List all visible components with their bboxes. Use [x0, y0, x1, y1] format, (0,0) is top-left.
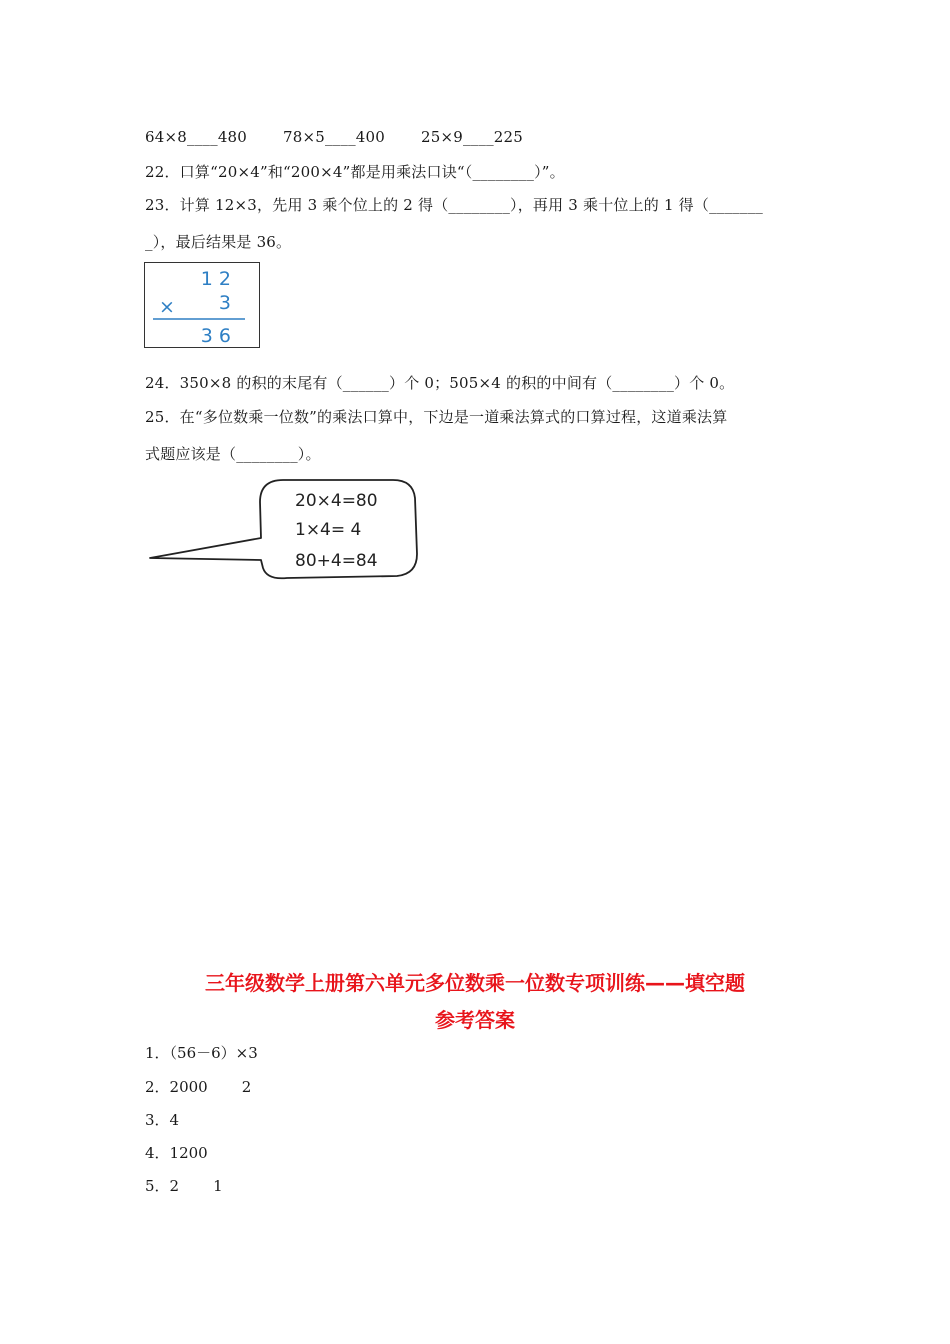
question-23-line-2: _），最后结果是 36。 [145, 233, 292, 251]
question-25-line-1: 25．在“多位数乘一位数”的乘法口算中，下边是一道乘法算式的口算过程，这道乘法算 [145, 408, 728, 426]
fig1-result: 3 6 [200, 325, 231, 346]
answer-3: 3．4 [145, 1111, 180, 1129]
blank: ____ [324, 128, 356, 146]
fig1-multiplier: 3 [218, 292, 231, 314]
vertical-multiplication-figure [144, 262, 260, 348]
answer-4: 4．1200 [145, 1144, 208, 1162]
blank: ____ [462, 128, 494, 146]
q21-value-b: 400 [355, 128, 386, 146]
q21-expr-b: 78×5 [282, 128, 325, 146]
q21-expr-a: 64×8 [145, 128, 187, 146]
fig1-top-number: 1 2 [200, 268, 231, 290]
bubble-line-1: 20×4=80 [295, 491, 378, 511]
question-23-line-1: 23．计算 12×3，先用 3 乘个位上的 2 得（________），再用 3 乘十位上的 1 得（_______ [145, 196, 763, 214]
blank: ____ [187, 128, 218, 146]
q21-value-a: 480 [217, 128, 248, 146]
question-22: 22．口算“20×4”和“200×4”都是用乘法口诀“（________）”。 [145, 163, 565, 181]
q21-expr-c: 25×9 [420, 128, 463, 146]
speech-bubble-figure [145, 474, 425, 584]
q21-comparisons [145, 128, 523, 146]
fig1-operator: × [159, 296, 175, 318]
bubble-line-3: 80+4=84 [295, 551, 378, 571]
answer-1: 1．（56－6）×3 [145, 1044, 258, 1062]
question-24: 24．350×8 的积的末尾有（______）个 0；505×4 的积的中间有（________）个 0。 [145, 374, 735, 392]
question-25-line-2: 式题应该是（________）。 [145, 445, 321, 463]
answer-section-title: 三年级数学上册第六单元多位数乘一位数专项训练——填空题 [205, 971, 745, 995]
answer-section-subtitle: 参考答案 [435, 1008, 515, 1032]
answer-2: 2．2000 2 [145, 1078, 252, 1096]
answer-5: 5．2 1 [145, 1177, 223, 1195]
q21-value-c: 225 [493, 128, 524, 146]
bubble-line-2: 1×4= 4 [295, 520, 362, 540]
